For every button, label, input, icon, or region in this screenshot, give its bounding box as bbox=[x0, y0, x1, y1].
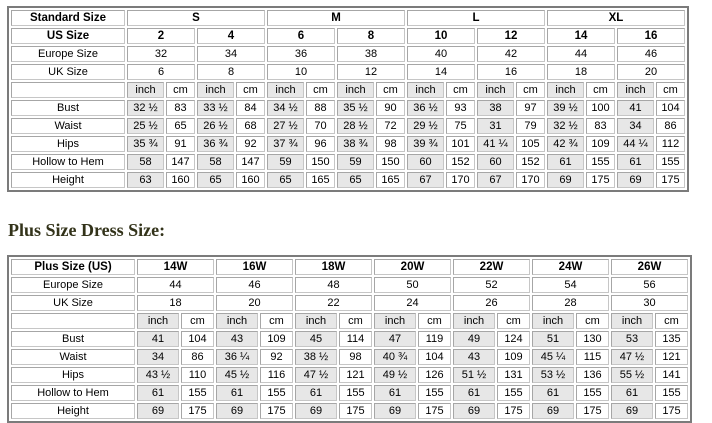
measurement-value-cell: 69 bbox=[216, 403, 258, 419]
measurement-value-cell: 69 bbox=[295, 403, 337, 419]
measurement-value-cell: 93 bbox=[446, 100, 475, 116]
measurement-value-cell: 97 bbox=[516, 100, 545, 116]
unit-header-cell: inch bbox=[337, 82, 374, 98]
measurement-value-cell: 60 bbox=[477, 154, 514, 170]
measurement-value-cell: 104 bbox=[181, 331, 214, 347]
measurement-value-cell: 100 bbox=[586, 100, 615, 116]
unit-header-cell: cm bbox=[306, 82, 335, 98]
measurement-value-cell: 152 bbox=[446, 154, 475, 170]
unit-header-cell: cm bbox=[339, 313, 372, 329]
measurement-value-cell: 131 bbox=[497, 367, 530, 383]
measurement-row-label-cell: Hips bbox=[11, 367, 135, 383]
measurement-value-cell: 41 bbox=[137, 331, 179, 347]
measurement-value-cell: 31 bbox=[477, 118, 514, 134]
measurement-value-cell: 38 ¾ bbox=[337, 136, 374, 152]
measurement-value-cell: 79 bbox=[516, 118, 545, 134]
size-value-cell: 4 bbox=[197, 28, 265, 44]
unit-header-cell: inch bbox=[532, 313, 574, 329]
unit-header-cell: inch bbox=[127, 82, 164, 98]
measurement-value-cell: 98 bbox=[376, 136, 405, 152]
measurement-value-cell: 45 ¼ bbox=[532, 349, 574, 365]
size-value-cell: 46 bbox=[617, 46, 685, 62]
measurement-value-cell: 55 ½ bbox=[611, 367, 653, 383]
measurement-row bbox=[11, 172, 685, 188]
measurement-value-cell: 49 bbox=[453, 331, 495, 347]
measurement-value-cell: 43 ½ bbox=[137, 367, 179, 383]
measurement-row-label-cell: Hollow to Hem bbox=[11, 154, 125, 170]
measurement-value-cell: 36 ¼ bbox=[216, 349, 258, 365]
measurement-value-cell: 109 bbox=[260, 331, 293, 347]
size-value-cell: 10 bbox=[407, 28, 475, 44]
size-value-cell: 12 bbox=[477, 28, 545, 44]
measurement-value-cell: 69 bbox=[374, 403, 416, 419]
unit-header-cell: inch bbox=[137, 313, 179, 329]
measurement-value-cell: 155 bbox=[656, 154, 685, 170]
measurement-value-cell: 49 ½ bbox=[374, 367, 416, 383]
measurement-value-cell: 147 bbox=[236, 154, 265, 170]
size-value-cell: 42 bbox=[477, 46, 545, 62]
measurement-value-cell: 86 bbox=[656, 118, 685, 134]
measurement-value-cell: 116 bbox=[260, 367, 293, 383]
measurement-value-cell: 40 ¾ bbox=[374, 349, 416, 365]
corner-label-cell: Plus Size (US) bbox=[11, 259, 135, 275]
measurement-value-cell: 32 ½ bbox=[127, 100, 164, 116]
measurement-value-cell: 28 ½ bbox=[337, 118, 374, 134]
measurement-value-cell: 104 bbox=[656, 100, 685, 116]
measurement-value-cell: 175 bbox=[260, 403, 293, 419]
measurement-value-cell: 38 ½ bbox=[295, 349, 337, 365]
measurement-value-cell: 141 bbox=[655, 367, 688, 383]
size-row-label-cell: UK Size bbox=[11, 64, 125, 80]
measurement-value-cell: 45 bbox=[295, 331, 337, 347]
measurement-value-cell: 58 bbox=[127, 154, 164, 170]
size-value-cell: 32 bbox=[127, 46, 195, 62]
measurement-value-cell: 47 ½ bbox=[611, 349, 653, 365]
size-value-cell: 40 bbox=[407, 46, 475, 62]
size-value-cell: 18 bbox=[137, 295, 214, 311]
measurement-value-cell: 152 bbox=[516, 154, 545, 170]
measurement-value-cell: 98 bbox=[339, 349, 372, 365]
size-value-cell: 26 bbox=[453, 295, 530, 311]
size-value-cell: 20 bbox=[617, 64, 685, 80]
measurement-value-cell: 37 ¾ bbox=[267, 136, 304, 152]
unit-header-cell: cm bbox=[586, 82, 615, 98]
measurement-value-cell: 27 ½ bbox=[267, 118, 304, 134]
size-value-cell: 20 bbox=[216, 295, 293, 311]
measurement-value-cell: 61 bbox=[617, 154, 654, 170]
measurement-value-cell: 67 bbox=[407, 172, 444, 188]
unit-header-cell: inch bbox=[611, 313, 653, 329]
measurement-value-cell: 65 bbox=[337, 172, 374, 188]
measurement-row-label-cell: Height bbox=[11, 172, 125, 188]
size-value-cell: 28 bbox=[532, 295, 609, 311]
measurement-value-cell: 175 bbox=[418, 403, 451, 419]
measurement-row-label-cell: Hips bbox=[11, 136, 125, 152]
measurement-value-cell: 124 bbox=[497, 331, 530, 347]
measurement-row-label-cell: Height bbox=[11, 403, 135, 419]
size-row-label-cell: UK Size bbox=[11, 295, 135, 311]
measurement-value-cell: 61 bbox=[137, 385, 179, 401]
measurement-value-cell: 104 bbox=[418, 349, 451, 365]
measurement-value-cell: 26 ½ bbox=[197, 118, 234, 134]
measurement-row-label-cell: Hollow to Hem bbox=[11, 385, 135, 401]
measurement-value-cell: 29 ½ bbox=[407, 118, 444, 134]
unit-header-cell: cm bbox=[656, 82, 685, 98]
measurement-value-cell: 58 bbox=[197, 154, 234, 170]
size-value-cell: 48 bbox=[295, 277, 372, 293]
size-value-cell: 14 bbox=[547, 28, 615, 44]
size-group-header-cell: 26W bbox=[611, 259, 688, 275]
measurement-value-cell: 35 ½ bbox=[337, 100, 374, 116]
size-value-cell: 6 bbox=[267, 28, 335, 44]
size-group-header-cell: S bbox=[127, 10, 265, 26]
measurement-value-cell: 69 bbox=[617, 172, 654, 188]
measurement-value-cell: 51 ½ bbox=[453, 367, 495, 383]
measurement-row-label-cell: Bust bbox=[11, 100, 125, 116]
size-value-cell: 12 bbox=[337, 64, 405, 80]
measurement-value-cell: 32 ½ bbox=[547, 118, 584, 134]
unit-header-cell: cm bbox=[166, 82, 195, 98]
measurement-value-cell: 51 bbox=[532, 331, 574, 347]
unit-header-cell: cm bbox=[260, 313, 293, 329]
measurement-value-cell: 45 ½ bbox=[216, 367, 258, 383]
size-row-label-cell: US Size bbox=[11, 28, 125, 44]
measurement-value-cell: 175 bbox=[586, 172, 615, 188]
unit-header-cell: inch bbox=[407, 82, 444, 98]
measurement-value-cell: 25 ½ bbox=[127, 118, 164, 134]
measurement-value-cell: 47 ½ bbox=[295, 367, 337, 383]
size-row-label-cell: Europe Size bbox=[11, 46, 125, 62]
measurement-value-cell: 121 bbox=[655, 349, 688, 365]
measurement-value-cell: 150 bbox=[376, 154, 405, 170]
measurement-value-cell: 115 bbox=[576, 349, 609, 365]
measurement-value-cell: 155 bbox=[260, 385, 293, 401]
measurement-value-cell: 43 bbox=[453, 349, 495, 365]
size-value-cell: 8 bbox=[337, 28, 405, 44]
measurement-value-cell: 86 bbox=[181, 349, 214, 365]
measurement-value-cell: 34 ½ bbox=[267, 100, 304, 116]
size-group-header-cell: L bbox=[407, 10, 545, 26]
measurement-value-cell: 114 bbox=[339, 331, 372, 347]
unit-header-cell: inch bbox=[216, 313, 258, 329]
measurement-row bbox=[11, 118, 685, 134]
measurement-value-cell: 110 bbox=[181, 367, 214, 383]
size-value-cell: 18 bbox=[547, 64, 615, 80]
measurement-row-label-cell: Bust bbox=[11, 331, 135, 347]
measurement-value-cell: 61 bbox=[611, 385, 653, 401]
measurement-value-cell: 72 bbox=[376, 118, 405, 134]
measurement-value-cell: 70 bbox=[306, 118, 335, 134]
measurement-value-cell: 126 bbox=[418, 367, 451, 383]
measurement-value-cell: 175 bbox=[181, 403, 214, 419]
size-value-cell: 16 bbox=[617, 28, 685, 44]
measurement-value-cell: 33 ½ bbox=[197, 100, 234, 116]
measurement-value-cell: 53 ½ bbox=[532, 367, 574, 383]
measurement-row-label-cell: Waist bbox=[11, 349, 135, 365]
measurement-value-cell: 38 bbox=[477, 100, 514, 116]
measurement-value-cell: 69 bbox=[532, 403, 574, 419]
size-value-cell: 24 bbox=[374, 295, 451, 311]
measurement-value-cell: 41 ¼ bbox=[477, 136, 514, 152]
measurement-value-cell: 155 bbox=[497, 385, 530, 401]
standard-size-table bbox=[7, 6, 689, 192]
measurement-value-cell: 42 ¾ bbox=[547, 136, 584, 152]
measurement-value-cell: 150 bbox=[306, 154, 335, 170]
unit-header-cell: cm bbox=[497, 313, 530, 329]
size-group-header-cell: 22W bbox=[453, 259, 530, 275]
measurement-row bbox=[11, 349, 688, 365]
size-value-cell: 14 bbox=[407, 64, 475, 80]
measurement-value-cell: 92 bbox=[260, 349, 293, 365]
size-value-cell: 52 bbox=[453, 277, 530, 293]
corner-label-cell: Standard Size bbox=[11, 10, 125, 26]
size-value-cell: 44 bbox=[547, 46, 615, 62]
measurement-value-cell: 69 bbox=[453, 403, 495, 419]
measurement-value-cell: 165 bbox=[376, 172, 405, 188]
measurement-value-cell: 61 bbox=[453, 385, 495, 401]
measurement-value-cell: 61 bbox=[216, 385, 258, 401]
measurement-value-cell: 160 bbox=[166, 172, 195, 188]
measurement-value-cell: 84 bbox=[236, 100, 265, 116]
size-value-cell: 38 bbox=[337, 46, 405, 62]
size-value-cell: 54 bbox=[532, 277, 609, 293]
measurement-value-cell: 155 bbox=[655, 385, 688, 401]
measurement-value-cell: 61 bbox=[547, 154, 584, 170]
plus-size-table bbox=[7, 255, 692, 423]
size-value-cell: 10 bbox=[267, 64, 335, 80]
measurement-row-label-cell: Waist bbox=[11, 118, 125, 134]
measurement-value-cell: 90 bbox=[376, 100, 405, 116]
unit-header-cell: inch bbox=[374, 313, 416, 329]
measurement-value-cell: 34 bbox=[137, 349, 179, 365]
measurement-value-cell: 160 bbox=[236, 172, 265, 188]
size-value-cell: 2 bbox=[127, 28, 195, 44]
unit-header-cell: cm bbox=[181, 313, 214, 329]
size-value-cell: 50 bbox=[374, 277, 451, 293]
size-group-header-cell: 16W bbox=[216, 259, 293, 275]
size-value-cell: 22 bbox=[295, 295, 372, 311]
measurement-row bbox=[11, 385, 688, 401]
unit-header-cell: cm bbox=[418, 313, 451, 329]
measurement-value-cell: 109 bbox=[497, 349, 530, 365]
measurement-value-cell: 155 bbox=[576, 385, 609, 401]
unit-header-cell: inch bbox=[547, 82, 584, 98]
measurement-value-cell: 63 bbox=[127, 172, 164, 188]
measurement-row bbox=[11, 403, 688, 419]
measurement-value-cell: 68 bbox=[236, 118, 265, 134]
size-value-cell: 30 bbox=[611, 295, 688, 311]
measurement-value-cell: 101 bbox=[446, 136, 475, 152]
measurement-value-cell: 83 bbox=[166, 100, 195, 116]
unit-header-cell: cm bbox=[576, 313, 609, 329]
measurement-value-cell: 43 bbox=[216, 331, 258, 347]
size-value-cell: 6 bbox=[127, 64, 195, 80]
unit-header-cell: cm bbox=[236, 82, 265, 98]
measurement-value-cell: 155 bbox=[339, 385, 372, 401]
measurement-value-cell: 136 bbox=[576, 367, 609, 383]
unit-row-empty-cell bbox=[11, 313, 135, 329]
unit-header-cell: inch bbox=[453, 313, 495, 329]
size-group-header-cell: 18W bbox=[295, 259, 372, 275]
measurement-value-cell: 175 bbox=[656, 172, 685, 188]
unit-header-cell: inch bbox=[197, 82, 234, 98]
measurement-value-cell: 112 bbox=[656, 136, 685, 152]
measurement-value-cell: 69 bbox=[547, 172, 584, 188]
measurement-row bbox=[11, 136, 685, 152]
measurement-value-cell: 61 bbox=[295, 385, 337, 401]
size-group-header-cell: 24W bbox=[532, 259, 609, 275]
measurement-value-cell: 53 bbox=[611, 331, 653, 347]
measurement-value-cell: 36 ¾ bbox=[197, 136, 234, 152]
measurement-value-cell: 96 bbox=[306, 136, 335, 152]
measurement-value-cell: 88 bbox=[306, 100, 335, 116]
measurement-value-cell: 36 ½ bbox=[407, 100, 444, 116]
measurement-value-cell: 121 bbox=[339, 367, 372, 383]
measurement-value-cell: 175 bbox=[497, 403, 530, 419]
measurement-value-cell: 170 bbox=[516, 172, 545, 188]
size-value-cell: 34 bbox=[197, 46, 265, 62]
measurement-value-cell: 41 bbox=[617, 100, 654, 116]
measurement-value-cell: 67 bbox=[477, 172, 514, 188]
measurement-value-cell: 34 bbox=[617, 118, 654, 134]
size-value-cell: 16 bbox=[477, 64, 545, 80]
measurement-value-cell: 59 bbox=[337, 154, 374, 170]
measurement-value-cell: 155 bbox=[418, 385, 451, 401]
measurement-value-cell: 39 ¾ bbox=[407, 136, 444, 152]
size-value-cell: 56 bbox=[611, 277, 688, 293]
unit-header-cell: inch bbox=[295, 313, 337, 329]
measurement-row bbox=[11, 331, 688, 347]
size-group-header-cell: 14W bbox=[137, 259, 214, 275]
measurement-value-cell: 170 bbox=[446, 172, 475, 188]
measurement-value-cell: 175 bbox=[576, 403, 609, 419]
size-value-cell: 44 bbox=[137, 277, 214, 293]
measurement-value-cell: 130 bbox=[576, 331, 609, 347]
unit-header-cell: inch bbox=[477, 82, 514, 98]
measurement-value-cell: 60 bbox=[407, 154, 444, 170]
measurement-value-cell: 61 bbox=[374, 385, 416, 401]
measurement-value-cell: 92 bbox=[236, 136, 265, 152]
measurement-value-cell: 75 bbox=[446, 118, 475, 134]
measurement-row bbox=[11, 367, 688, 383]
unit-header-cell: cm bbox=[446, 82, 475, 98]
size-value-cell: 46 bbox=[216, 277, 293, 293]
measurement-value-cell: 91 bbox=[166, 136, 195, 152]
measurement-row bbox=[11, 100, 685, 116]
measurement-value-cell: 44 ¼ bbox=[617, 136, 654, 152]
measurement-value-cell: 105 bbox=[516, 136, 545, 152]
measurement-value-cell: 39 ½ bbox=[547, 100, 584, 116]
unit-header-cell: inch bbox=[617, 82, 654, 98]
size-group-header-cell: M bbox=[267, 10, 405, 26]
measurement-value-cell: 147 bbox=[166, 154, 195, 170]
measurement-value-cell: 83 bbox=[586, 118, 615, 134]
measurement-value-cell: 59 bbox=[267, 154, 304, 170]
measurement-value-cell: 135 bbox=[655, 331, 688, 347]
measurement-value-cell: 69 bbox=[137, 403, 179, 419]
measurement-value-cell: 175 bbox=[655, 403, 688, 419]
measurement-value-cell: 65 bbox=[197, 172, 234, 188]
size-row-label-cell: Europe Size bbox=[11, 277, 135, 293]
size-group-header-cell: XL bbox=[547, 10, 685, 26]
measurement-value-cell: 69 bbox=[611, 403, 653, 419]
unit-header-cell: cm bbox=[376, 82, 405, 98]
measurement-value-cell: 109 bbox=[586, 136, 615, 152]
measurement-value-cell: 65 bbox=[267, 172, 304, 188]
plus-size-heading: Plus Size Dress Size: bbox=[8, 220, 166, 240]
measurement-row bbox=[11, 154, 685, 170]
measurement-value-cell: 155 bbox=[586, 154, 615, 170]
unit-header-cell: inch bbox=[267, 82, 304, 98]
size-group-header-cell: 20W bbox=[374, 259, 451, 275]
unit-header-cell: cm bbox=[655, 313, 688, 329]
measurement-value-cell: 119 bbox=[418, 331, 451, 347]
size-value-cell: 8 bbox=[197, 64, 265, 80]
measurement-value-cell: 35 ¾ bbox=[127, 136, 164, 152]
unit-row-empty-cell bbox=[11, 82, 125, 98]
measurement-value-cell: 61 bbox=[532, 385, 574, 401]
measurement-value-cell: 175 bbox=[339, 403, 372, 419]
unit-header-cell: cm bbox=[516, 82, 545, 98]
measurement-value-cell: 65 bbox=[166, 118, 195, 134]
measurement-value-cell: 47 bbox=[374, 331, 416, 347]
measurement-value-cell: 155 bbox=[181, 385, 214, 401]
measurement-value-cell: 165 bbox=[306, 172, 335, 188]
size-value-cell: 36 bbox=[267, 46, 335, 62]
